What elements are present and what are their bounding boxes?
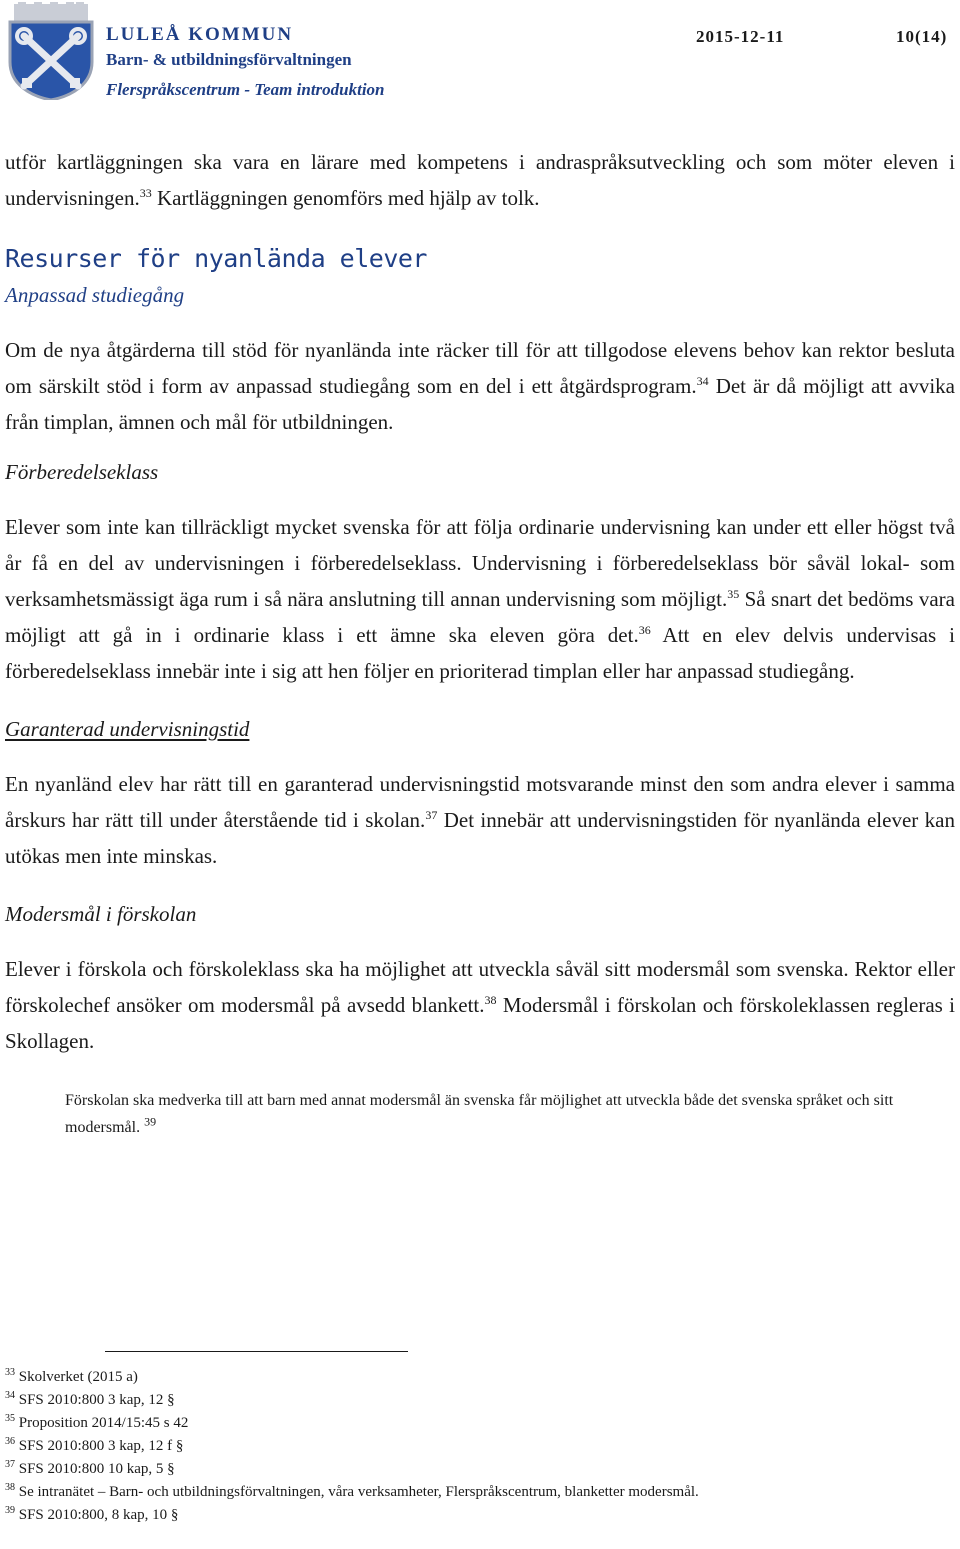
document-date: 2015-12-11 bbox=[696, 27, 785, 46]
footnote-item: $^{33}$ Skolverket (2015 a) bbox=[5, 1367, 138, 1385]
page-header bbox=[0, 0, 960, 110]
footnote-ref: 38 bbox=[484, 993, 497, 1007]
footnote-item: $^{36}$ SFS 2010:800 3 kap, 12 f § bbox=[5, 1436, 184, 1454]
anpassad-paragraph: Om de nya åtgärderna till stöd för nyanlända inte räcker till för att tillgodose elevens behov kan rektor besluta om särskilt stöd i form av anpassad studiegång som en del i ett åtgärdsprogram.$^{34}$ Det är då möjligt att avvika från timplan, ämnen och mål för utbildningen. bbox=[5, 338, 955, 434]
section-title: Resurser för nyanlända elever bbox=[5, 244, 427, 273]
footnote-ref: 36 bbox=[638, 623, 651, 637]
section-subtitle: Anpassad studiegång bbox=[5, 283, 185, 307]
garanterad-heading: Garanterad undervisningstid bbox=[5, 717, 250, 741]
department-name: Barn- & utbildningsförvaltningen bbox=[106, 50, 352, 69]
lulea-crest-icon bbox=[4, 2, 98, 100]
footnote-ref: 34 bbox=[696, 374, 709, 388]
footnotes bbox=[5, 1366, 905, 1527]
intro-paragraph: utför kartläggningen ska vara en lärare med kompetens i andraspråksutveckling och som möter eleven i undervisningen.$^{33}$ Kartläggningen genomförs med hjälp av tolk. bbox=[5, 150, 955, 210]
modersmal-heading: Modersmål i förskolan bbox=[5, 902, 197, 926]
modersmal-paragraph: Elever i förskola och förskoleklass ska ha möjlighet att utveckla såväl sitt modersmål som svenska. Rektor eller förskolechef ansöker om modersmål på avsedd blankett.$^{38}$ Modersmål i förskolan och förskoleklassen regleras i Skollagen. bbox=[5, 957, 955, 1053]
footnote-ref: 33 bbox=[139, 186, 152, 200]
document-body bbox=[5, 144, 955, 1141]
footnote-item: $^{35}$ Proposition 2014/15:45 s 42 bbox=[5, 1413, 189, 1431]
forberedelseklass-paragraph: Elever som inte kan tillräckligt mycket svenska för att följa ordinarie undervisning kan under ett eller högst två år få en del av undervisningen i förberedelseklass. Undervisning i förberedelseklass bör såväl lokal- som verksamhetsmässigt äga rum i så nära anslutning till annan undervisning som möjligt.$^{35}$ Så snart det bedöms vara möjligt att gå in i ordinarie klass i ett ämne ska eleven göra det.$^{36}$ Att en elev delvis undervisas i förberedelseklass innebär inte i sig att hen följer en prioriterad timplan eller har anpassad studiegång. bbox=[5, 515, 955, 683]
footnote-ref: 39 bbox=[144, 1114, 157, 1129]
footnote-divider bbox=[105, 1351, 408, 1352]
footnote-ref: 37 bbox=[425, 808, 438, 822]
footnote-ref: 35 bbox=[727, 587, 740, 601]
footnote-item: $^{39}$ SFS 2010:800, 8 kap, 10 § bbox=[5, 1505, 179, 1523]
team-name: Flerspråkscentrum - Team introduktion bbox=[106, 80, 385, 99]
garanterad-paragraph: En nyanländ elev har rätt till en garanterad undervisningstid motsvarande minst den som andra elever i samma årskurs har rätt till under återstående tid i skolan.$^{37}$ Det innebär att undervisningstiden för nyanlända elever kan utökas men inte minskas. bbox=[5, 772, 955, 868]
organization-name: LULEÅ KOMMUN bbox=[106, 24, 294, 45]
forberedelseklass-heading: Förberedelseklass bbox=[5, 460, 159, 484]
footnote-item: $^{37}$ SFS 2010:800 10 kap, 5 § bbox=[5, 1459, 175, 1477]
block-quote: Förskolan ska medverka till att barn med annat modersmål än svenska får möjlighet att utveckla både det svenska språket och sitt modersmål. $^{39}$ bbox=[65, 1092, 894, 1136]
page-number: 10(14) bbox=[896, 27, 948, 46]
footnote-item: $^{34}$ SFS 2010:800 3 kap, 12 § bbox=[5, 1390, 175, 1408]
footnote-item: $^{38}$ Se intranätet – Barn- och utbildningsförvaltningen, våra verksamheter, Flerspråkscentrum, blanketter modersmål. bbox=[5, 1482, 699, 1500]
